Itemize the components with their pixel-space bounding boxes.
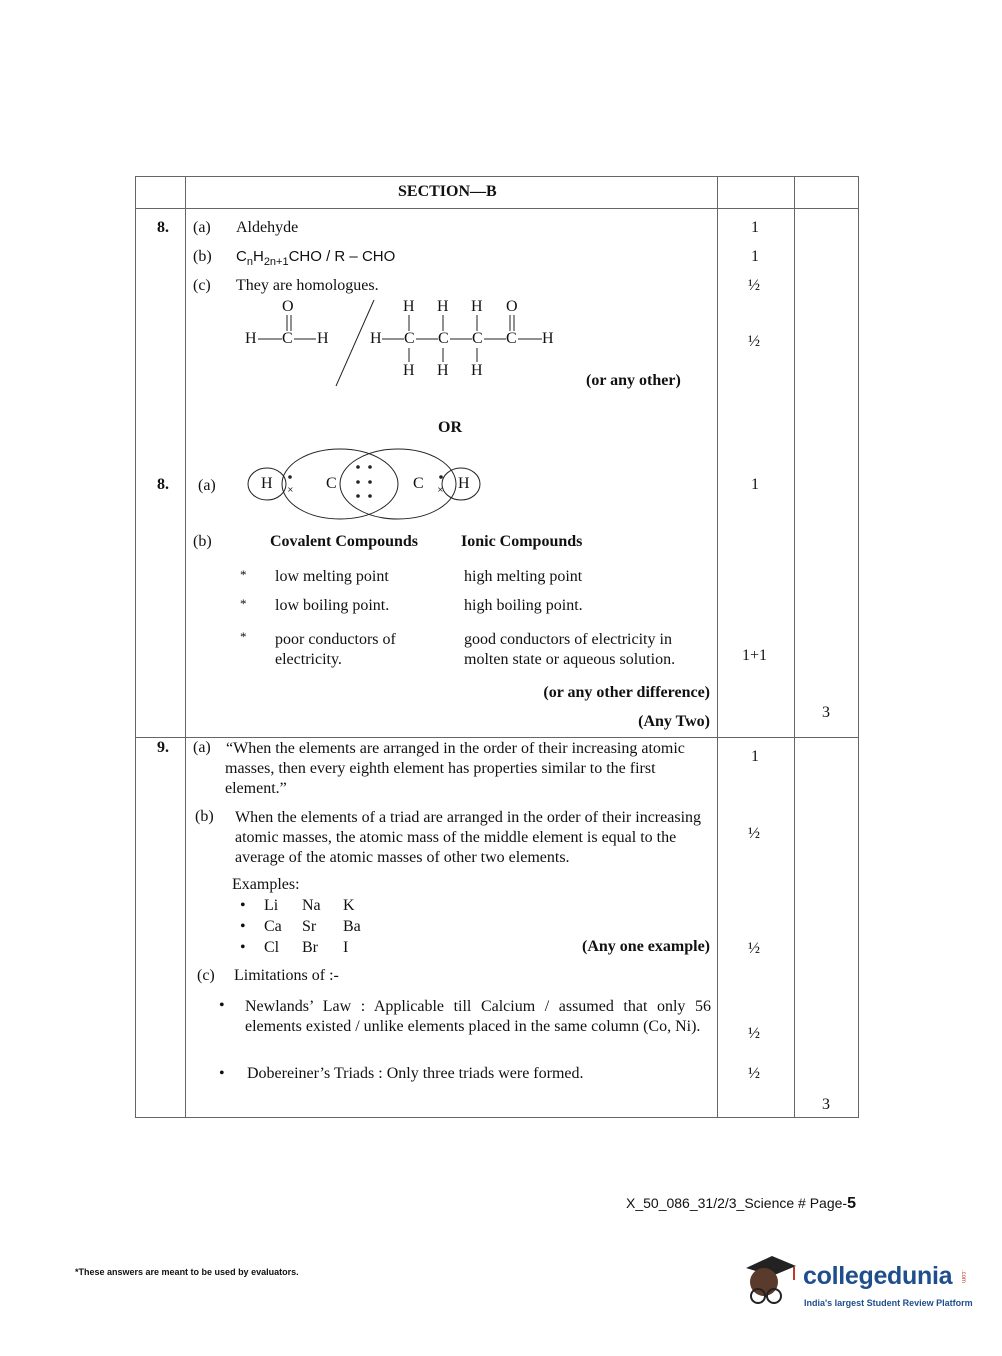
single-bond bbox=[258, 336, 282, 342]
svg-text:×: × bbox=[287, 485, 294, 494]
element-symbol: Li bbox=[264, 897, 279, 914]
element-symbol: Ba bbox=[343, 918, 361, 935]
section-title: SECTION—B bbox=[398, 183, 497, 200]
atom-label: O bbox=[282, 298, 294, 315]
brand-tld: .com bbox=[960, 1270, 966, 1284]
bullet: • bbox=[219, 1065, 225, 1082]
page-code bbox=[626, 1195, 856, 1213]
atom-label: H bbox=[245, 330, 257, 347]
bullet: • bbox=[219, 997, 225, 1014]
evaluator-disclaimer: *These answers are meant to be used by evaluators. bbox=[75, 1267, 299, 1277]
atom-label: H bbox=[370, 330, 382, 347]
atom-label: O bbox=[506, 298, 518, 315]
bullet: • bbox=[240, 918, 246, 935]
atom-label: H bbox=[437, 362, 449, 379]
atom-label: C bbox=[472, 330, 483, 347]
atom-label: C bbox=[282, 330, 293, 347]
part-label: (a) bbox=[198, 477, 216, 494]
atom-label: C bbox=[413, 475, 424, 492]
note-text: (or any other difference) bbox=[543, 684, 710, 701]
covalent-property: low boiling point. bbox=[275, 597, 390, 614]
limitation-newlands: Newlands’ Law : Applicable till Calcium / assumed that only 56 elements existed / unlike elements placed in the same column (Co, Ni). bbox=[245, 998, 711, 1035]
row-divider bbox=[136, 737, 858, 738]
atom-label: C bbox=[506, 330, 517, 347]
answer-text: When the elements of a triad are arranged in the order of their increasing atomic masses, the atomic mass of the middle element is equal to the average of the atomic masses of other two elements. bbox=[235, 809, 702, 866]
page-number: 5 bbox=[847, 1195, 856, 1212]
formula-part: C bbox=[236, 248, 247, 265]
element-symbol: Na bbox=[302, 897, 321, 914]
marks: ½ bbox=[748, 940, 760, 957]
col-divider bbox=[794, 177, 795, 1117]
atom-label: H bbox=[542, 330, 554, 347]
note-text: (Any one example) bbox=[582, 938, 710, 955]
bullet: • bbox=[240, 897, 246, 914]
marks: 1 bbox=[751, 748, 759, 765]
element-symbol: K bbox=[343, 897, 355, 914]
marks: ½ bbox=[748, 1065, 760, 1082]
note-text: (or any other) bbox=[586, 372, 681, 389]
formula-subscript: 2n+1 bbox=[263, 256, 289, 268]
atom-label: H bbox=[458, 475, 470, 492]
atom-label: C bbox=[438, 330, 449, 347]
note-text: (Any Two) bbox=[638, 713, 710, 730]
element-symbol: Sr bbox=[302, 918, 317, 935]
total-marks: 3 bbox=[822, 704, 830, 721]
ionic-property: high boiling point. bbox=[464, 597, 583, 614]
marks: ½ bbox=[748, 277, 760, 294]
marks: 1 bbox=[751, 476, 759, 493]
part-label: (b) bbox=[193, 533, 212, 550]
atom-label: H bbox=[471, 298, 483, 315]
brand-name: collegedunia bbox=[803, 1262, 953, 1290]
col-divider bbox=[717, 177, 718, 1117]
question-number: 9. bbox=[157, 739, 169, 756]
atom-label: H bbox=[437, 298, 449, 315]
total-marks: 3 bbox=[822, 1096, 830, 1113]
element-symbol: Cl bbox=[264, 939, 280, 956]
part-label: (b) bbox=[195, 808, 214, 825]
col-divider bbox=[185, 177, 186, 1117]
collegedunia-logo-icon bbox=[742, 1250, 798, 1306]
answer-text: “When the elements are arranged in the order of their increasing atomic masses, then every eighth element has properties similar to the first element.” bbox=[225, 740, 685, 797]
element-symbol: I bbox=[343, 939, 349, 956]
formula-part: CHO / R – CHO bbox=[288, 248, 396, 265]
chain-bonds bbox=[382, 336, 547, 342]
marks: ½ bbox=[748, 1025, 760, 1042]
answer-text: Aldehyde bbox=[236, 219, 299, 236]
column-header: Ionic Compounds bbox=[461, 533, 583, 550]
bullet-star: * bbox=[240, 596, 247, 611]
brand-tagline: India's largest Student Review Platform bbox=[804, 1298, 973, 1308]
atom-label: H bbox=[471, 362, 483, 379]
part-label: (a) bbox=[193, 219, 211, 236]
question-number: 8. bbox=[157, 219, 169, 236]
formula-part: H bbox=[252, 248, 264, 265]
atom-label: H bbox=[317, 330, 329, 347]
marks: ½ bbox=[748, 825, 760, 842]
part-label: (c) bbox=[197, 967, 215, 984]
atom-label: C bbox=[326, 475, 337, 492]
element-symbol: Br bbox=[302, 939, 318, 956]
answer-text: Limitations of :- bbox=[234, 967, 339, 984]
marks: ½ bbox=[748, 333, 760, 350]
answer-text: They are homologues. bbox=[236, 277, 379, 294]
atom-label: H bbox=[403, 362, 415, 379]
column-header: Covalent Compounds bbox=[270, 533, 419, 550]
atom-label: C bbox=[404, 330, 415, 347]
part-label: (c) bbox=[193, 277, 211, 294]
row-divider bbox=[136, 208, 858, 209]
electron-dot-diagram bbox=[240, 440, 490, 525]
part-label: (b) bbox=[193, 248, 212, 265]
question-number: 8. bbox=[157, 476, 169, 493]
marks: 1 bbox=[751, 248, 759, 265]
atom-label: H bbox=[403, 298, 415, 315]
marks: 1 bbox=[751, 219, 759, 236]
covalent-property: poor conductors of electricity. bbox=[275, 631, 396, 668]
ionic-property: high melting point bbox=[464, 568, 583, 585]
svg-text:×: × bbox=[437, 485, 444, 494]
single-bond bbox=[294, 336, 316, 342]
bullet-star: * bbox=[240, 629, 247, 644]
bullet: • bbox=[240, 939, 246, 956]
limitation-dobereiner: Dobereiner’s Triads : Only three triads were formed. bbox=[247, 1065, 584, 1082]
part-label: (a) bbox=[193, 739, 211, 756]
bullet-star: * bbox=[240, 567, 247, 582]
covalent-property: low melting point bbox=[275, 568, 389, 585]
examples-label: Examples: bbox=[232, 876, 300, 893]
general-formula bbox=[236, 248, 395, 268]
element-symbol: Ca bbox=[264, 918, 282, 935]
marks: 1+1 bbox=[742, 647, 768, 664]
ionic-property: good conductors of electricity in molten state or aqueous solution. bbox=[464, 631, 676, 668]
page-code-text: X_50_086_31/2/3_Science # Page- bbox=[626, 1195, 848, 1211]
atom-label: H bbox=[261, 475, 273, 492]
or-divider: OR bbox=[438, 419, 462, 436]
formula-subscript: n bbox=[246, 256, 253, 268]
